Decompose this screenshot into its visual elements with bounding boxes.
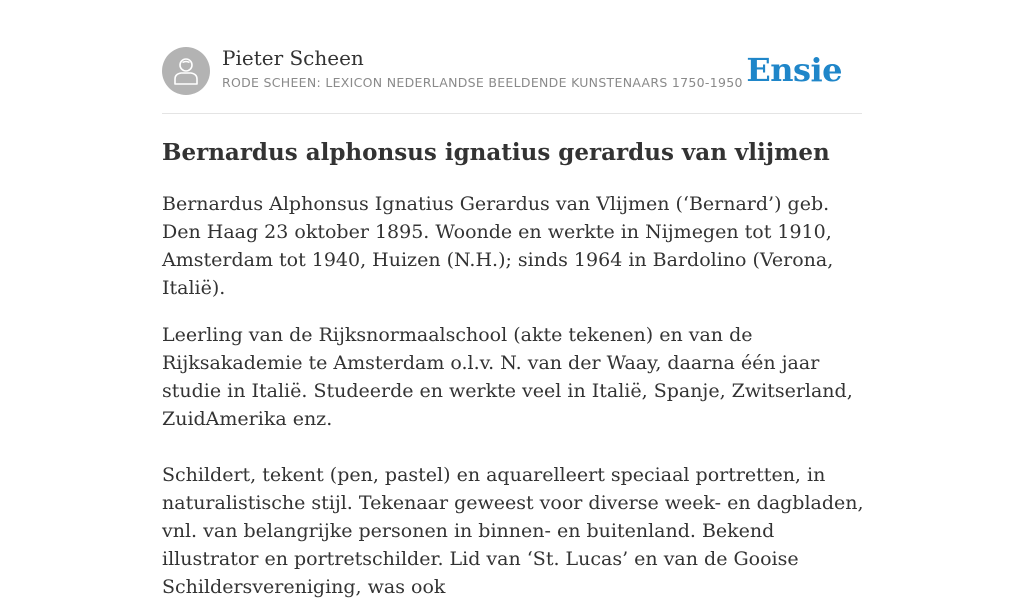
author-avatar[interactable] [162,47,210,95]
author-name[interactable]: Pieter Scheen [222,46,364,70]
brand-logo[interactable]: Ensie [746,51,842,89]
user-icon [172,56,200,86]
author-block [222,45,743,93]
article-paragraph: Schildert, tekent (pen, pastel) en aquarelleert speciaal portretten, in naturalistische stijl. Tekenaar geweest voor diverse week- en dagbladen, vnl. van belangrijke personen in binnen- en buitenland. Bekend illustrator en portretschilder. Lid van ‘St. Lucas’ en van de Gooise Schildersvereniging, was ook [162,464,864,598]
article-title: Bernardus alphonsus ignatius gerardus van vlijmen [162,139,830,166]
article-paragraph: Bernardus Alphonsus Ignatius Gerardus van Vlijmen (‘Bernard’) geb. Den Haag 23 oktober 1895. Woonde en werkte in Nijmegen tot 1910, Amsterdam tot 1940, Huizen (N.H.); sinds 1964 in Bardolino (Verona, Italië). [162,193,834,299]
article-body [162,190,872,601]
article-header [162,0,862,114]
article-paragraph: Leerling van de Rijksnormaalschool (akte tekenen) en van de Rijksakademie te Amsterdam o.l.v. N. van der Waay, daarna één jaar studie in Italië. Studeerde en werkte veel in Italië, Spanje, Zwitserland, ZuidAmerika enz. [162,324,853,430]
page-container [162,0,864,598]
source-name[interactable]: RODE SCHEEN: LEXICON NEDERLANDSE BEELDENDE KUNSTENAARS 1750-1950 [222,75,743,90]
